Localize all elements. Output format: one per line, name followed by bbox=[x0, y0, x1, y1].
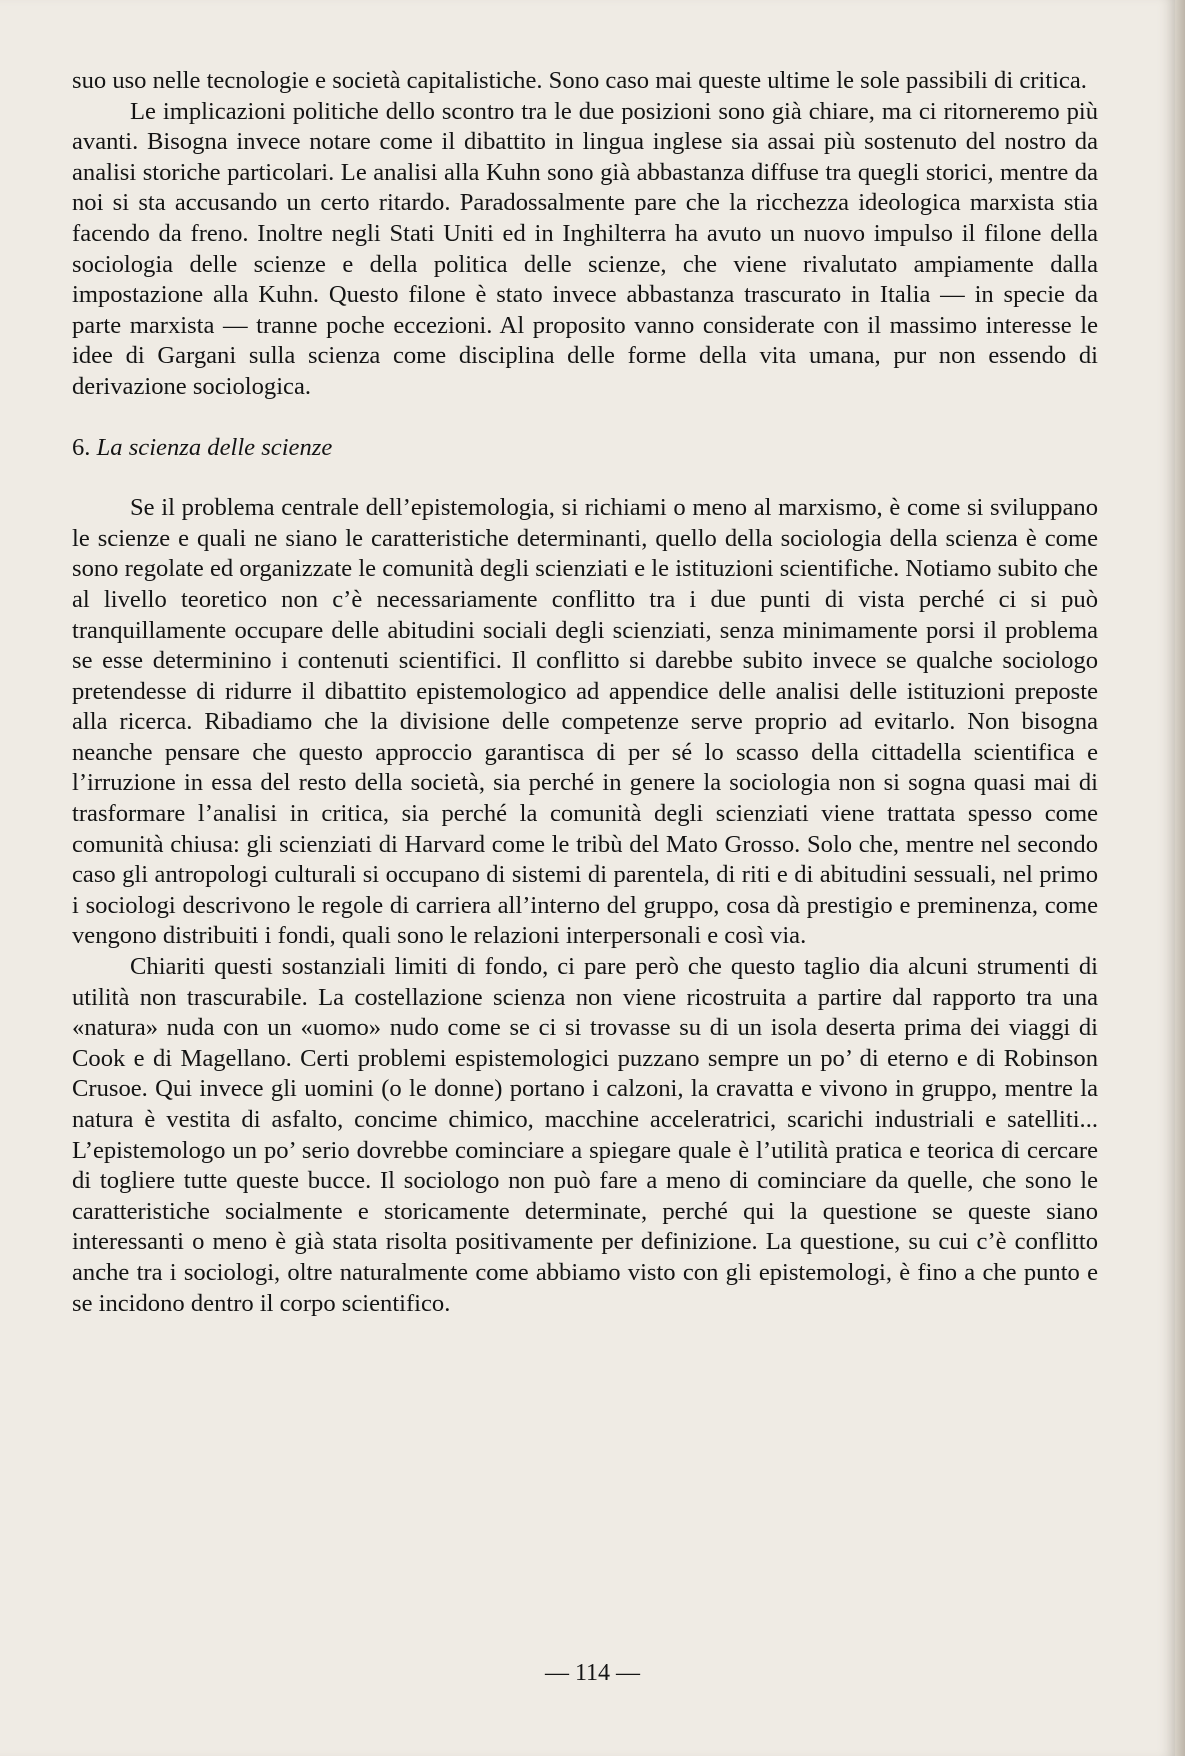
paragraph-4: Chiariti questi sostanziali limiti di fondo, ci pare però che questo taglio dia alcuni strumenti di utilità non trascurabile. La costellazione scienza non viene ricostruita a partire dal rapporto tra una «natura» nuda con un «uomo» nudo come se ci si trovasse su di un isola deserta prima dei viaggi di Cook e di Magellano. Certi problemi espistemologici puzzano sempre un po’ di eterno e di Robinson Crusoe. Qui invece gli uomini (o le donne) portano i calzoni, la cravatta e vivono in gruppo, mentre la natura è vestita di asfalto, concime chimico, macchine acceleratrici, scarichi industriali e satelliti... L’epistemologo un po’ serio dovrebbe cominciare a spiegare quale è l’utilità pratica e teorica di cercare di togliere tutte queste bucce. Il sociologo non può fare a meno di cominciare da quelle, che sono le caratteristiche socialmente e storicamente determinate, perché qui la questione se queste siano interessanti o meno è già stata risolta positivamente per definizione. La questione, su cui c’è conflitto anche tra i sociologi, oltre naturalmente come abbiamo visto con gli epistemologi, è fino a che punto e se incidono dentro il corpo scientifico. bbox=[72, 953, 1098, 1317]
page-edge-shadow bbox=[1175, 0, 1185, 1756]
paragraph-3: Se il problema centrale dell’epistemologia, si richiami o meno al marxismo, è come si sviluppano le scienze e quali ne siano le caratteristiche determinanti, quello della sociologia della scienza è come sono regolate ed organizzate le comunità degli scienziati e le istituzioni scientifiche. Notiamo subito che al livello teoretico non c’è necessariamente conflitto tra i due punti di vista perché ci si può tranquillamente occupare delle abitudini sociali degli scienziati, senza minimamente porsi il problema se esse determinino i contenuti scientifici. Il conflitto si darebbe subito invece se qualche sociologo pretendesse di ridurre il dibattito epistemologico ad appendice delle analisi delle istituzioni preposte alla ricerca. Ribadiamo che la divisione delle competenze serve proprio ad evitarlo. Non bisogna neanche pensare che questo approccio garantisca di per sé lo scasso della cittadella scientifica e l’irruzione in essa del resto della società, sia perché in genere la sociologia non si sogna quasi mai di trasformare l’analisi in critica, sia perché la comunità degli scienziati viene trattata spesso come comunità chiusa: gli scienziati di Harvard come le tribù del Mato Grosso. Solo che, mentre nel secondo caso gli antropologi culturali si occupano di sistemi di parentela, di riti e di abitudini sessuali, nel primo i sociologi descrivono le regole di carriera all’interno del gruppo, cosa dà prestigio e preminenza, come vengono distribuiti i fondi, quali sono le relazioni interpersonali e così via. bbox=[72, 494, 1098, 950]
body-text bbox=[72, 66, 1098, 1319]
section-heading bbox=[72, 433, 1098, 464]
section-title: La scienza delle scienze bbox=[96, 433, 333, 461]
page-number: — 114 — bbox=[544, 1660, 641, 1686]
paragraph-1: suo uso nelle tecnologie e società capitalistiche. Sono caso mai queste ultime le sole passibili di critica. bbox=[72, 67, 1087, 94]
section-number: 6. bbox=[72, 433, 91, 461]
paragraph-2: Le implicazioni politiche dello scontro tra le due posizioni sono già chiare, ma ci ritorneremo più avanti. Bisogna invece notare come il dibattito in lingua inglese sia assai più sostenuto del nostro da analisi storiche particolari. Le analisi alla Kuhn sono già abbastanza diffuse tra quegli storici, mentre da noi si sta accusando un certo ritardo. Paradossalmente pare che la ricchezza ideologica marxista stia facendo da freno. Inoltre negli Stati Uniti ed in Inghilterra ha avuto un nuovo impulso il filone della sociologia delle scienze e della politica delle scienze, che viene rivalutato ampiamente dalla impostazione alla Kuhn. Questo filone è stato invece abbastanza trascurato in Italia — in specie da parte marxista — tranne poche eccezioni. Al proposito vanno considerate con il massimo interesse le idee di Gargani sulla scienza come disciplina delle forme della vita umana, pur non essendo di derivazione sociologica. bbox=[72, 97, 1098, 400]
